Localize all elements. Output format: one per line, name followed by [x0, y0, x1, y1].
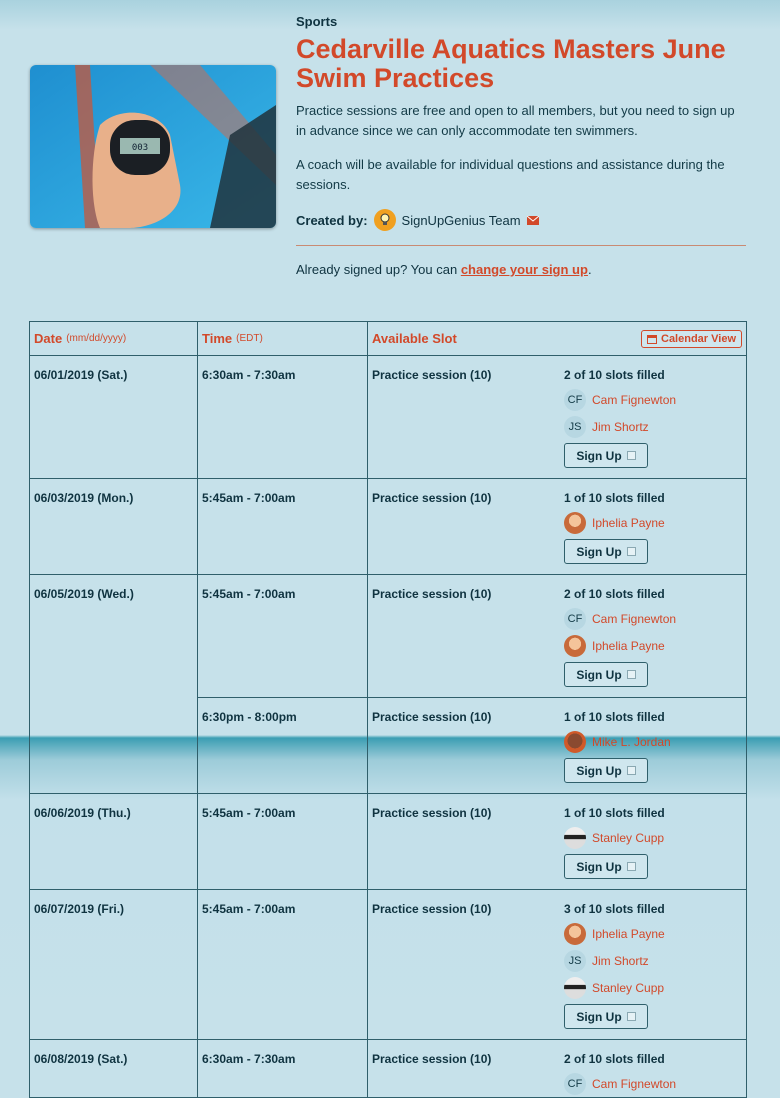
slot-name: Practice session (10) [372, 491, 492, 505]
header-time-zone: (EDT) [236, 333, 263, 344]
participant-name[interactable]: Stanley Cupp [592, 980, 665, 995]
sign-up-label: Sign Up [576, 448, 622, 463]
participant [564, 632, 746, 659]
header-slot [368, 322, 746, 355]
slot-row [198, 575, 746, 698]
fill-cell [564, 698, 746, 793]
participant [564, 947, 746, 974]
date-row [30, 575, 746, 794]
sign-up-button[interactable] [564, 1004, 648, 1029]
date-row [30, 890, 746, 1040]
participant-name[interactable]: Jim Shortz [592, 419, 649, 434]
participant [564, 509, 746, 536]
time-cell: 6:30am - 7:30am [198, 356, 368, 478]
description-2: A coach will be available for individual questions and assistance during the sessions. [296, 157, 725, 192]
sign-up-label: Sign Up [576, 544, 622, 559]
avatar [564, 977, 586, 999]
participant [564, 1070, 746, 1097]
header-time [198, 322, 368, 355]
lightbulb-icon [374, 209, 396, 231]
avatar: CF [564, 389, 586, 411]
change-sign-up-link[interactable]: change your sign up [460, 262, 588, 277]
description-1: Practice sessions are free and open to all members, but you need to sign up in advance since we can only accommodate ten swimmers. [296, 103, 735, 138]
participant [564, 920, 746, 947]
time-cell: 5:45am - 7:00am [198, 890, 368, 1039]
date-cell: 06/07/2019 (Fri.) [30, 890, 198, 1039]
header-slot-label: Available Slot [372, 331, 457, 346]
time-cell: 5:45am - 7:00am [198, 479, 368, 574]
sign-up-button[interactable] [564, 854, 648, 879]
slot-row [198, 794, 746, 889]
calendar-view-button[interactable] [641, 330, 742, 348]
already-text: Already signed up? You can [296, 262, 461, 277]
slots-filled-count: 1 of 10 slots filled [564, 806, 665, 820]
created-by-label: Created by: [296, 212, 368, 228]
checkbox-icon [627, 766, 636, 775]
participant-name[interactable]: Mike L. Jordan [592, 734, 671, 749]
participant-name[interactable]: Cam Fignewton [592, 611, 677, 626]
avatar: CF [564, 608, 586, 630]
avatar: CF [564, 1073, 586, 1095]
slot-name: Practice session (10) [372, 902, 492, 916]
participant [564, 413, 746, 440]
participant-name[interactable]: Iphelia Payne [592, 926, 665, 941]
avatar [564, 635, 586, 657]
fill-cell [564, 479, 746, 574]
slot-row [198, 890, 746, 1039]
slots-filled-count: 2 of 10 slots filled [564, 587, 665, 601]
date-cell: 06/03/2019 (Mon.) [30, 479, 198, 574]
slot-name: Practice session (10) [372, 368, 492, 382]
slot-row [198, 479, 746, 574]
sign-up-button[interactable] [564, 443, 648, 468]
slot-row [198, 698, 746, 793]
header-date-label: Date [34, 331, 63, 346]
header-date-format: (mm/dd/yyyy) [66, 333, 127, 344]
participant-name[interactable]: Stanley Cupp [592, 830, 665, 845]
slots-filled-count: 3 of 10 slots filled [564, 902, 665, 916]
slot-name: Practice session (10) [372, 806, 492, 820]
slots-filled-count: 1 of 10 slots filled [564, 491, 665, 505]
calendar-view-label: Calendar View [661, 332, 736, 345]
date-cell: 06/05/2019 (Wed.) [30, 575, 198, 793]
participant [564, 386, 746, 413]
checkbox-icon [627, 547, 636, 556]
sign-up-label: Sign Up [576, 667, 622, 682]
page-title: Cedarville Aquatics Masters June Swim Practices [296, 34, 726, 93]
header-time-label: Time [202, 331, 233, 346]
checkbox-icon [627, 670, 636, 679]
date-cell: 06/01/2019 (Sat.) [30, 356, 198, 478]
slot-name: Practice session (10) [372, 587, 492, 601]
sign-up-label: Sign Up [576, 859, 622, 874]
participant-name[interactable]: Jim Shortz [592, 953, 649, 968]
sign-up-button[interactable] [564, 539, 648, 564]
avatar [564, 512, 586, 534]
participant-name[interactable]: Iphelia Payne [592, 638, 665, 653]
avatar: JS [564, 416, 586, 438]
divider [296, 245, 746, 246]
sign-up-button[interactable] [564, 758, 648, 783]
signup-info [296, 12, 746, 277]
date-row [30, 479, 746, 575]
category-label: Sports [296, 14, 338, 29]
participant [564, 824, 746, 851]
hero-image [30, 65, 276, 228]
table-body [30, 356, 746, 1098]
time-cell: 5:45am - 7:00am [198, 575, 368, 697]
sign-up-label: Sign Up [576, 763, 622, 778]
time-cell: 5:45am - 7:00am [198, 794, 368, 889]
email-icon[interactable] [527, 213, 539, 228]
participant-name[interactable]: Cam Fignewton [592, 1076, 677, 1091]
fill-cell [564, 890, 746, 1039]
already-signed-up [296, 262, 746, 277]
fill-cell [564, 575, 746, 697]
header-date [30, 322, 198, 355]
time-cell: 6:30am - 7:30am [198, 1040, 368, 1097]
table-header [30, 322, 746, 356]
date-row [30, 356, 746, 479]
date-cell: 06/06/2019 (Thu.) [30, 794, 198, 889]
signup-table [29, 321, 747, 1098]
sign-up-button[interactable] [564, 662, 648, 687]
slots-filled-count: 2 of 10 slots filled [564, 1052, 665, 1066]
avatar [564, 827, 586, 849]
slot-row [198, 356, 746, 478]
checkbox-icon [627, 1012, 636, 1021]
svg-text:003: 003 [131, 143, 149, 153]
time-cell: 6:30pm - 8:00pm [198, 698, 368, 793]
participant [564, 728, 746, 755]
participant-name[interactable]: Iphelia Payne [592, 515, 665, 530]
participant [564, 974, 746, 1001]
slots-filled-count: 1 of 10 slots filled [564, 710, 665, 724]
period: . [587, 262, 592, 277]
slots-filled-count: 2 of 10 slots filled [564, 368, 665, 382]
date-cell: 06/08/2019 (Sat.) [30, 1040, 198, 1097]
avatar: JS [564, 950, 586, 972]
sign-up-label: Sign Up [576, 1009, 622, 1024]
date-row [30, 1040, 746, 1098]
date-row [30, 794, 746, 890]
participant-name[interactable]: Cam Fignewton [592, 392, 677, 407]
participant [564, 605, 746, 632]
calendar-icon [647, 334, 657, 344]
checkbox-icon [627, 862, 636, 871]
fill-cell [564, 1040, 746, 1097]
avatar [564, 731, 586, 753]
slot-name: Practice session (10) [372, 1052, 492, 1066]
slot-row [198, 1040, 746, 1097]
creator-name: SignUpGenius Team [401, 212, 521, 228]
created-by [296, 209, 746, 231]
slot-name: Practice session (10) [372, 710, 492, 724]
avatar [564, 923, 586, 945]
checkbox-icon [627, 451, 636, 460]
fill-cell [564, 356, 746, 478]
fill-cell [564, 794, 746, 889]
